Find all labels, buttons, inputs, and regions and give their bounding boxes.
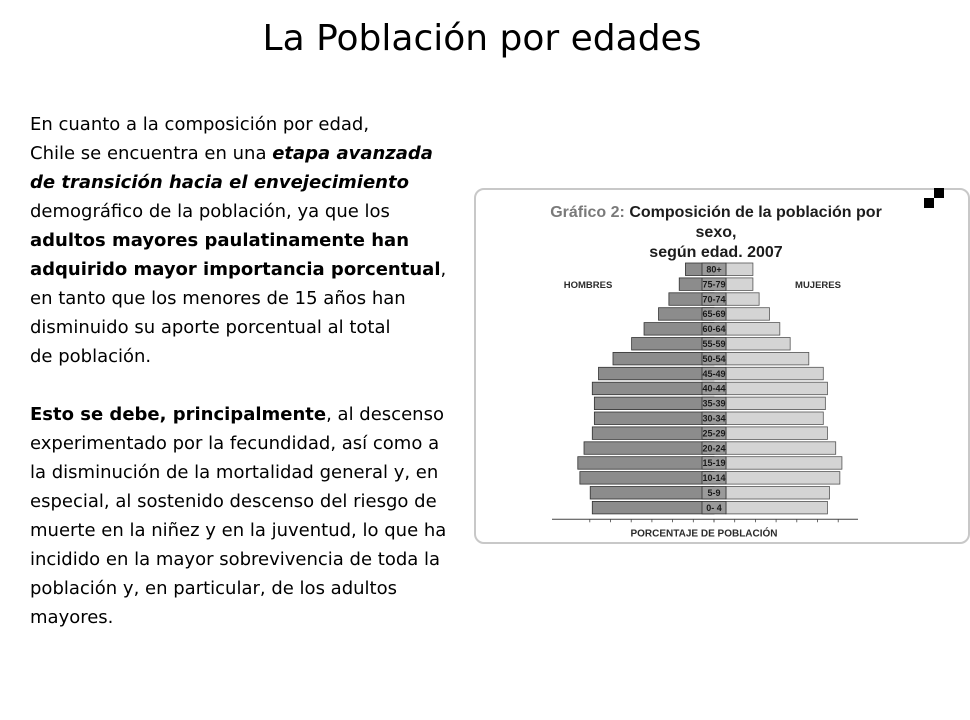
text-segment: de población. (30, 346, 152, 367)
age-tick-label: 65-69 (702, 309, 726, 320)
age-tick-label: 10-14 (702, 473, 726, 484)
text-line (30, 400, 480, 429)
text-line (30, 110, 480, 139)
age-tick-label: 60-64 (702, 324, 726, 335)
bar-mujeres (726, 338, 790, 351)
population-pyramid-chart (540, 258, 870, 540)
slide-title: La Población por edades (262, 18, 702, 59)
corner-mark (924, 198, 934, 208)
age-tick-label: 30-34 (702, 413, 726, 424)
text-segment: adquirido mayor importancia porcentual (30, 259, 441, 280)
text-line (30, 226, 480, 255)
text-segment: Chile se encuentra en una (30, 143, 273, 164)
text-segment: incidido en la mayor sobrevivencia de toda la (30, 549, 441, 570)
bar-hombres (590, 487, 714, 500)
text-line (30, 255, 480, 284)
bar-mujeres (726, 308, 769, 321)
text-line (30, 574, 480, 603)
age-tick-label: 0- 4 (706, 502, 722, 513)
age-tick-label: 35-39 (702, 398, 726, 409)
bar-mujeres (726, 427, 827, 440)
x-axis-label: PORCENTAJE DE POBLACIÓN (630, 528, 778, 540)
age-tick-label: 25-29 (702, 428, 726, 439)
age-tick-label: 40-44 (702, 383, 726, 394)
age-tick-label: 5-9 (707, 488, 721, 498)
text-segment: etapa avanzada (272, 143, 433, 164)
bar-mujeres (726, 487, 830, 500)
text-segment: en tanto que los menores de 15 años han (30, 288, 406, 309)
text-line (30, 545, 480, 574)
text-line (30, 516, 480, 545)
text-line (30, 139, 480, 168)
text-line (30, 313, 480, 342)
chart-title-line2: según edad. 2007 (649, 244, 783, 261)
bar-hombres (578, 457, 714, 470)
bar-mujeres (726, 263, 753, 276)
text-line (30, 429, 480, 458)
bar-mujeres (726, 501, 827, 514)
bar-mujeres (726, 442, 836, 455)
bar-hombres (594, 397, 714, 410)
bar-hombres (594, 412, 714, 425)
age-tick-label: 55-59 (702, 339, 726, 349)
text-segment: disminuido su aporte porcentual al total (30, 317, 391, 338)
bar-hombres (592, 501, 714, 514)
age-tick-label: 45-49 (702, 368, 726, 379)
bar-hombres (599, 367, 715, 380)
text-line (30, 342, 480, 371)
paragraph-composition (30, 110, 480, 371)
bar-mujeres (726, 382, 827, 395)
bar-mujeres (726, 397, 825, 410)
bar-mujeres (726, 293, 759, 306)
text-line (30, 197, 480, 226)
text-segment: mayores. (30, 607, 114, 628)
bar-mujeres (726, 457, 842, 470)
bar-mujeres (726, 367, 823, 380)
text-segment: experimentado por la fecundidad, así como a (30, 433, 440, 454)
age-tick-label: 75-79 (702, 279, 726, 290)
age-tick-label: 50-54 (702, 353, 726, 364)
bar-mujeres (726, 412, 823, 425)
age-tick-label: 70-74 (702, 294, 726, 305)
text-segment: adultos mayores paulatinamente han (30, 230, 410, 251)
body-text (30, 110, 480, 632)
chart-title (546, 203, 886, 263)
bar-mujeres (726, 323, 780, 336)
text-line (30, 487, 480, 516)
bar-hombres (580, 472, 714, 485)
text-segment: , al descenso (326, 404, 444, 425)
bar-hombres (592, 382, 714, 395)
corner-mark (934, 188, 944, 198)
age-tick-label: 80+ (706, 264, 722, 275)
text-segment: población y, en particular, de los adultos (30, 578, 397, 599)
bar-hombres (592, 427, 714, 440)
text-segment: especial, al sostenido descenso del riesgo de (30, 491, 437, 512)
bar-hombres (584, 442, 714, 455)
paragraph-causes (30, 400, 480, 632)
text-segment: En cuanto a la composición por edad, (30, 114, 370, 135)
bar-mujeres (726, 472, 840, 485)
text-segment: , (440, 259, 447, 280)
bar-hombres (613, 352, 714, 365)
chart-title-prefix: Gráfico 2: (550, 204, 625, 221)
age-tick-label: 15-19 (702, 458, 726, 469)
text-segment: de transición hacia el envejecimiento (30, 172, 409, 193)
legend-hombres: HOMBRES (563, 280, 613, 291)
age-tick-label: 20-24 (702, 443, 726, 454)
text-segment: Esto se debe, principalmente (30, 404, 327, 425)
text-line (30, 458, 480, 487)
text-segment: la disminución de la mortalidad general y, en (30, 462, 439, 483)
text-line (30, 284, 480, 313)
legend-mujeres: MUJERES (795, 280, 841, 291)
text-line (30, 603, 480, 632)
bar-mujeres (726, 278, 753, 291)
chart-title-line1: Composición de la población por sexo, (629, 204, 882, 241)
text-line (30, 168, 480, 197)
text-segment: demográfico de la población, ya que los (30, 201, 390, 222)
bar-mujeres (726, 352, 809, 365)
text-segment: muerte en la niñez y en la juventud, lo que ha (30, 520, 447, 541)
